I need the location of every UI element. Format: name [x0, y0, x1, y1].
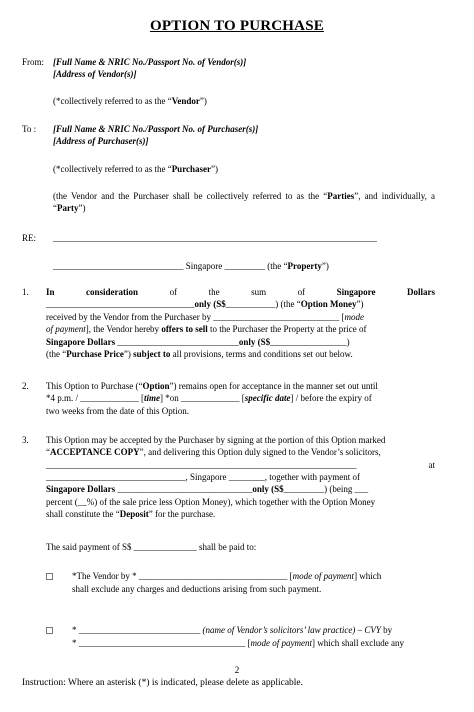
purchaser-address-field: [Address of Purchaser(s)] — [53, 136, 149, 146]
parties-note: (the Vendor and the Purchaser shall be collectively referred to as the “Parties”, and individually, a “Party”) — [53, 191, 436, 214]
to-label: To : — [22, 124, 37, 134]
re-label: RE: — [22, 233, 37, 243]
clause-3-line-5: Singapore Dollars ______________________________only (S$_________) (being ___ — [46, 484, 369, 494]
re-line-1: ________________________________________________________________________ — [53, 233, 377, 243]
vendor-address-field: [Address of Vendor(s)] — [53, 69, 137, 79]
clause-3-number: 3. — [22, 435, 29, 445]
clause-3-line-6: percent (__%) of the sale price less Option Money), which together with the Option Money — [46, 497, 376, 507]
payment-instruction: The said payment of S$ ______________ shall be paid to: — [46, 542, 257, 552]
page-number: 2 — [234, 665, 240, 675]
vendor-note: (*collectively referred to as the “Vendor”) — [53, 96, 207, 106]
clause-1-line-3: received by the Vendor from the Purchaser by ____________________________ [mode — [46, 312, 365, 322]
purchaser-name-field: [Full Name & NRIC No./Passport No. of Purchaser(s)] — [53, 124, 259, 134]
clause-3-line-4: _______________________________, Singapore ________, together with payment of — [46, 472, 360, 482]
clause-1-line-4: of payment], the Vendor hereby offers to sell to the Purchaser the Property at the price of — [46, 324, 367, 334]
clause-2-line-3: two weeks from the date of this Option. — [46, 406, 189, 416]
re-property-line: _____________________________ Singapore _________ (the “Property”) — [53, 261, 329, 271]
clause-3-line-7: shall constitute the “Deposit” for the purchase. — [46, 509, 216, 519]
clause-1-line-1: In consideration of the sum of Singapore Dollars — [46, 287, 435, 297]
document-title: OPTION TO PURCHASE — [150, 18, 324, 34]
option-solicitors-checkbox[interactable] — [46, 627, 53, 634]
option-vendor-line-1: *The Vendor by * _________________________________ [mode of payment] which — [72, 571, 382, 581]
clause-2-line-2: *4 p.m. / _____________ [time] *on _____________ [specific date] / before the expiry of — [46, 393, 372, 403]
clause-3-line-2: “ACCEPTANCE COPY”, and delivering this Option duly signed to the Vendor’s solicitors, — [46, 447, 381, 457]
clause-2-number: 2. — [22, 381, 29, 391]
from-label: From: — [22, 57, 45, 67]
option-vendor-line-2: shall exclude any charges and deductions arising from such payment. — [72, 584, 322, 594]
vendor-name-field: [Full Name & NRIC No./Passport No. of Vendor(s)] — [53, 57, 247, 67]
purchaser-note: (*collectively referred to as the “Purchaser”) — [53, 164, 219, 174]
clause-1-line-6: (the “Purchase Price”) subject to all provisions, terms and conditions set out below. — [46, 349, 353, 359]
option-solicitors-line-2: * _____________________________________ [mode of payment] which shall exclude any — [72, 638, 404, 648]
option-solicitors-line-1: * ___________________________ (name of Vendor’s solicitors’ law practice) – CVY by — [72, 625, 393, 635]
clause-3-line-3: _____________________________________________________________________ at — [46, 460, 435, 470]
instruction-footer: Instruction: Where an asterisk (*) is indicated, please delete as applicable. — [22, 678, 304, 688]
clause-1-line-5: Singapore Dollars ___________________________only (S$_________________) — [46, 337, 350, 347]
clause-1-number: 1. — [22, 287, 29, 297]
clause-3-line-1: This Option may be accepted by the Purchaser by signing at the portion of this Option marked — [46, 435, 386, 445]
option-vendor-checkbox[interactable] — [46, 573, 53, 580]
clause-2-line-1: This Option to Purchase (“Option”) remains open for acceptance in the manner set out until — [46, 381, 378, 391]
clause-1-line-2: _________________________________only (S$___________) (the “Option Money”) — [46, 299, 364, 309]
